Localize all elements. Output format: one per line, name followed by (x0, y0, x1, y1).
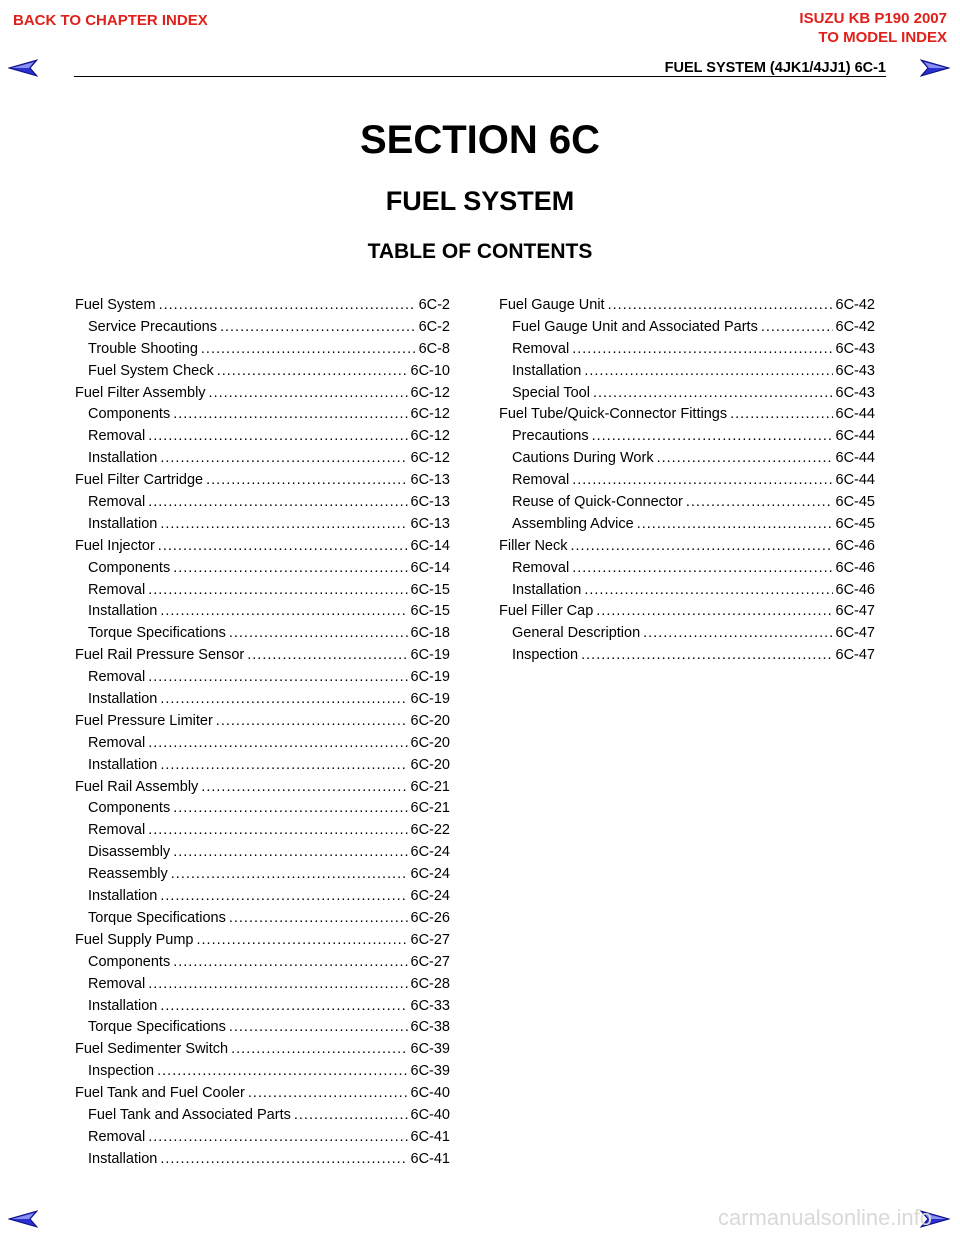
toc-leader-dots (572, 558, 832, 580)
toc-entry-page: 6C-12 (410, 428, 450, 445)
toc-entry[interactable] (75, 361, 450, 383)
toc-entry-label: Precautions (512, 428, 589, 445)
toc-entry[interactable] (75, 623, 450, 645)
toc-leader-dots (229, 623, 408, 645)
running-header: FUEL SYSTEM (4JK1/4JJ1) 6C-1 (664, 60, 886, 76)
toc-leader-dots (173, 798, 407, 820)
toc-entry-label: Removal (512, 340, 570, 357)
toc-entry[interactable] (75, 295, 450, 317)
toc-leader-dots (206, 470, 407, 492)
toc-entry[interactable] (75, 1017, 450, 1039)
toc-entry-label: Fuel System (75, 297, 156, 313)
toc-entry[interactable] (75, 645, 450, 667)
toc-leader-dots (596, 601, 832, 623)
toc-leader-dots (637, 514, 833, 536)
toc-entry[interactable] (499, 404, 875, 426)
toc-entry-label: Removal (88, 734, 146, 751)
toc-entry[interactable] (499, 361, 875, 383)
toc-leader-dots (173, 952, 407, 974)
toc-entry-label: Installation (88, 450, 158, 467)
toc-entry[interactable] (75, 755, 450, 777)
toc-entry-page: 6C-41 (410, 1150, 450, 1167)
toc-entry-page: 6C-41 (410, 1128, 450, 1145)
toc-leader-dots (148, 820, 407, 842)
toc-entry-page: 6C-26 (410, 909, 450, 926)
toc-leader-dots (572, 339, 832, 361)
toc-entry-label: Removal (512, 559, 570, 576)
toc-entry-label: Installation (512, 581, 582, 598)
toc-leader-dots (160, 689, 407, 711)
toc-entry-page: 6C-19 (410, 691, 450, 708)
toc-entry-label: Filler Neck (499, 537, 568, 554)
arrow-right-icon[interactable] (920, 59, 950, 77)
toc-entry[interactable] (75, 974, 450, 996)
toc-entry-label: Removal (88, 428, 146, 445)
toc-leader-dots (196, 930, 407, 952)
toc-entry-page: 6C-21 (410, 778, 450, 795)
toc-leader-dots (148, 1127, 407, 1149)
toc-entry-label: Removal (88, 1128, 146, 1145)
toc-leader-dots (148, 667, 407, 689)
toc-right-column (499, 295, 875, 667)
toc-entry[interactable] (75, 1083, 450, 1105)
toc-entry[interactable] (499, 492, 875, 514)
toc-entry[interactable] (75, 580, 450, 602)
toc-entry-page: 6C-33 (410, 997, 450, 1014)
toc-entry-page: 6C-43 (835, 362, 875, 379)
toc-entry-label: Torque Specifications (88, 1019, 226, 1036)
toc-leader-dots (201, 777, 407, 799)
toc-entry-page: 6C-8 (418, 340, 450, 357)
toc-entry-label: Fuel Filler Cap (499, 603, 594, 620)
toc-entry-label: Removal (88, 581, 146, 598)
toc-entry-page: 6C-2 (418, 318, 450, 335)
toc-entry-page: 6C-27 (410, 931, 450, 948)
toc-entry-page: 6C-14 (410, 559, 450, 576)
toc-leader-dots (160, 514, 407, 536)
toc-entry-page: 6C-45 (835, 515, 875, 532)
toc-entry-page: 6C-20 (410, 734, 450, 751)
toc-entry[interactable] (75, 536, 450, 558)
toc-entry-page: 6C-47 (835, 603, 875, 620)
toc-entry-label: Removal (88, 975, 146, 992)
toc-leader-dots (171, 864, 408, 886)
toc-leader-dots (159, 295, 416, 317)
toc-entry[interactable] (75, 798, 450, 820)
toc-entry-label: Fuel Gauge Unit and Associated Parts (512, 318, 758, 335)
toc-leader-dots (247, 645, 407, 667)
toc-leader-dots (201, 339, 416, 361)
toc-entry[interactable] (75, 426, 450, 448)
toc-leader-dots (216, 711, 408, 733)
toc-leader-dots (584, 361, 832, 383)
toc-entry[interactable] (75, 711, 450, 733)
toc-entry-label: Fuel Supply Pump (75, 931, 194, 948)
toc-entry-label: Fuel Filter Cartridge (75, 472, 204, 489)
toc-entry[interactable] (499, 426, 875, 448)
toc-entry[interactable] (75, 842, 450, 864)
toc-entry[interactable] (499, 580, 875, 602)
toc-entry-label: Fuel Tank and Fuel Cooler (75, 1085, 245, 1102)
toc-entry[interactable] (75, 1149, 450, 1171)
header-rule (74, 76, 886, 77)
toc-entry-page: 6C-2 (418, 297, 450, 313)
toc-entry-label: Fuel Injector (75, 537, 155, 554)
toc-entry-label: General Description (512, 625, 641, 642)
toc-entry-page: 6C-13 (410, 494, 450, 511)
toc-entry-page: 6C-12 (410, 384, 450, 401)
toc-entry[interactable] (75, 470, 450, 492)
toc-entry[interactable] (499, 295, 875, 317)
toc-leader-dots (581, 645, 832, 667)
toc-entry-label: Assembling Advice (512, 515, 634, 532)
toc-entry-page: 6C-24 (410, 844, 450, 861)
toc-entry[interactable] (75, 558, 450, 580)
toc-leader-dots (229, 1017, 408, 1039)
toc-leader-dots (608, 295, 833, 317)
toc-entry[interactable] (499, 339, 875, 361)
toc-leader-dots (592, 426, 833, 448)
toc-heading: TABLE OF CONTENTS (367, 240, 593, 263)
toc-entry-page: 6C-21 (410, 800, 450, 817)
toc-entry-page: 6C-13 (410, 515, 450, 532)
toc-entry-page: 6C-40 (410, 1085, 450, 1102)
toc-entry-page: 6C-24 (410, 866, 450, 883)
toc-entry-page: 6C-46 (835, 559, 875, 576)
toc-entry-label: Components (88, 800, 171, 817)
toc-entry-page: 6C-44 (835, 450, 875, 467)
toc-entry-label: Special Tool (512, 384, 590, 401)
toc-entry[interactable] (499, 317, 875, 339)
toc-entry-label: Components (88, 406, 171, 423)
model-title: ISUZU KB P190 2007 (799, 10, 947, 27)
toc-entry-page: 6C-18 (410, 625, 450, 642)
toc-entry[interactable] (75, 1105, 450, 1127)
toc-entry-page: 6C-15 (410, 581, 450, 598)
toc-entry[interactable] (75, 777, 450, 799)
toc-entry-page: 6C-13 (410, 472, 450, 489)
toc-entry[interactable] (75, 317, 450, 339)
toc-leader-dots (160, 601, 407, 623)
toc-leader-dots (217, 361, 408, 383)
toc-entry[interactable] (75, 404, 450, 426)
toc-entry-label: Removal (88, 669, 146, 686)
toc-entry-page: 6C-40 (410, 1106, 450, 1123)
toc-leader-dots (572, 470, 832, 492)
toc-entry-page: 6C-19 (410, 647, 450, 664)
toc-entry-page: 6C-47 (835, 647, 875, 664)
toc-leader-dots (158, 536, 408, 558)
section-title: SECTION 6C (359, 118, 601, 162)
toc-entry-label: Removal (88, 494, 146, 511)
toc-entry[interactable] (499, 601, 875, 623)
toc-entry-label: Reassembly (88, 866, 168, 883)
toc-entry-label: Inspection (512, 647, 579, 664)
toc-entry-page: 6C-20 (410, 712, 450, 729)
toc-entry[interactable] (75, 383, 450, 405)
toc-entry-page: 6C-42 (835, 297, 875, 313)
arrow-left-icon[interactable] (8, 59, 38, 77)
toc-leader-dots (730, 404, 832, 426)
toc-entry-label: Installation (88, 997, 158, 1014)
toc-entry-page: 6C-43 (835, 340, 875, 357)
toc-leader-dots (231, 1039, 407, 1061)
toc-leader-dots (220, 317, 416, 339)
toc-entry-label: Fuel Sedimenter Switch (75, 1041, 229, 1058)
toc-entry-page: 6C-27 (410, 953, 450, 970)
toc-entry[interactable] (499, 470, 875, 492)
toc-entry-label: Installation (88, 1150, 158, 1167)
toc-entry[interactable] (75, 930, 450, 952)
toc-entry-page: 6C-15 (410, 603, 450, 620)
toc-entry-page: 6C-44 (835, 406, 875, 423)
toc-entry-page: 6C-12 (410, 450, 450, 467)
toc-entry[interactable] (75, 996, 450, 1018)
toc-entry[interactable] (75, 1039, 450, 1061)
toc-entry[interactable] (75, 1127, 450, 1149)
toc-entry-page: 6C-47 (835, 625, 875, 642)
toc-entry-label: Disassembly (88, 844, 171, 861)
toc-leader-dots (584, 580, 832, 602)
toc-entry-label: Removal (88, 822, 146, 839)
toc-leader-dots (570, 536, 832, 558)
toc-entry-page: 6C-12 (410, 406, 450, 423)
toc-leader-dots (160, 755, 407, 777)
toc-entry[interactable] (75, 667, 450, 689)
toc-entry-page: 6C-42 (835, 318, 875, 335)
toc-entry-label: Reuse of Quick-Connector (512, 494, 683, 511)
toc-leader-dots (148, 426, 407, 448)
toc-leader-dots (643, 623, 832, 645)
toc-entry-label: Torque Specifications (88, 909, 226, 926)
toc-entry-label: Installation (512, 362, 582, 379)
toc-leader-dots (148, 974, 407, 996)
toc-entry-label: Cautions During Work (512, 450, 654, 467)
toc-entry-label: Fuel Gauge Unit (499, 297, 605, 313)
toc-entry[interactable] (499, 536, 875, 558)
toc-entry-label: Fuel System Check (88, 362, 214, 379)
toc-entry[interactable] (75, 820, 450, 842)
toc-leader-dots (593, 383, 833, 405)
toc-entry-page: 6C-14 (410, 537, 450, 554)
toc-leader-dots (686, 492, 833, 514)
toc-entry-page: 6C-39 (410, 1041, 450, 1058)
toc-entry-page: 6C-46 (835, 537, 875, 554)
toc-entry[interactable] (75, 1061, 450, 1083)
toc-entry-label: Installation (88, 888, 158, 905)
toc-entry-page: 6C-38 (410, 1019, 450, 1036)
toc-entry[interactable] (75, 514, 450, 536)
toc-entry[interactable] (499, 383, 875, 405)
toc-leader-dots (229, 908, 408, 930)
toc-leader-dots (657, 448, 833, 470)
toc-entry-page: 6C-44 (835, 472, 875, 489)
toc-leader-dots (160, 448, 407, 470)
toc-entry[interactable] (75, 448, 450, 470)
toc-entry-page: 6C-44 (835, 428, 875, 445)
toc-entry-label: Fuel Filter Assembly (75, 384, 206, 401)
toc-entry-label: Fuel Rail Assembly (75, 778, 199, 795)
toc-entry[interactable] (75, 908, 450, 930)
toc-entry-label: Trouble Shooting (88, 340, 198, 357)
toc-entry-label: Fuel Tube/Quick-Connector Fittings (499, 406, 728, 423)
toc-entry[interactable] (75, 689, 450, 711)
toc-entry-label: Installation (88, 603, 158, 620)
toc-entry[interactable] (75, 733, 450, 755)
toc-leader-dots (160, 996, 407, 1018)
toc-leader-dots (173, 842, 407, 864)
toc-entry-page: 6C-20 (410, 756, 450, 773)
toc-entry-label: Fuel Rail Pressure Sensor (75, 647, 245, 664)
toc-entry-label: Removal (512, 472, 570, 489)
toc-entry[interactable] (499, 645, 875, 667)
toc-entry-label: Installation (88, 691, 158, 708)
toc-entry-label: Fuel Tank and Associated Parts (88, 1106, 291, 1123)
toc-entry-label: Components (88, 559, 171, 576)
chapter-title: FUEL SYSTEM (385, 186, 575, 216)
toc-leader-dots (209, 383, 408, 405)
toc-entry[interactable] (75, 492, 450, 514)
toc-leader-dots (148, 492, 407, 514)
toc-leader-dots (160, 886, 407, 908)
toc-entry-page: 6C-43 (835, 384, 875, 401)
toc-entry[interactable] (499, 514, 875, 536)
toc-entry-page: 6C-22 (410, 822, 450, 839)
toc-leader-dots (160, 1149, 407, 1171)
toc-entry[interactable] (75, 339, 450, 361)
toc-entry-label: Fuel Pressure Limiter (75, 712, 213, 729)
toc-entry-label: Torque Specifications (88, 625, 226, 642)
to-model-index-link[interactable]: TO MODEL INDEX (818, 29, 947, 46)
toc-entry-page: 6C-28 (410, 975, 450, 992)
toc-entry-label: Installation (88, 756, 158, 773)
toc-leader-dots (148, 733, 407, 755)
toc-entry[interactable] (75, 886, 450, 908)
toc-entry[interactable] (499, 558, 875, 580)
toc-entry-page: 6C-10 (410, 362, 450, 379)
toc-entry[interactable] (499, 448, 875, 470)
toc-leader-dots (173, 404, 407, 426)
toc-entry-page: 6C-45 (835, 494, 875, 511)
toc-entry-label: Inspection (88, 1063, 155, 1080)
toc-entry-page: 6C-19 (410, 669, 450, 686)
toc-entry-label: Installation (88, 515, 158, 532)
toc-leader-dots (157, 1061, 407, 1083)
toc-entry-page: 6C-39 (410, 1063, 450, 1080)
toc-entry[interactable] (75, 864, 450, 886)
toc-entry[interactable] (499, 623, 875, 645)
toc-entry[interactable] (75, 601, 450, 623)
toc-leader-dots (173, 558, 407, 580)
toc-leader-dots (248, 1083, 408, 1105)
arrow-left-icon[interactable] (8, 1210, 38, 1228)
back-to-chapter-index-link[interactable]: BACK TO CHAPTER INDEX (13, 12, 208, 29)
toc-leader-dots (761, 317, 833, 339)
watermark: carmanualsonline.info (717, 1205, 932, 1230)
toc-entry-label: Service Precautions (88, 318, 217, 335)
toc-entry-page: 6C-46 (835, 581, 875, 598)
toc-left-column (75, 295, 450, 1171)
toc-leader-dots (294, 1105, 408, 1127)
toc-leader-dots (148, 580, 407, 602)
toc-entry-page: 6C-24 (410, 888, 450, 905)
toc-entry[interactable] (75, 952, 450, 974)
toc-entry-label: Components (88, 953, 171, 970)
